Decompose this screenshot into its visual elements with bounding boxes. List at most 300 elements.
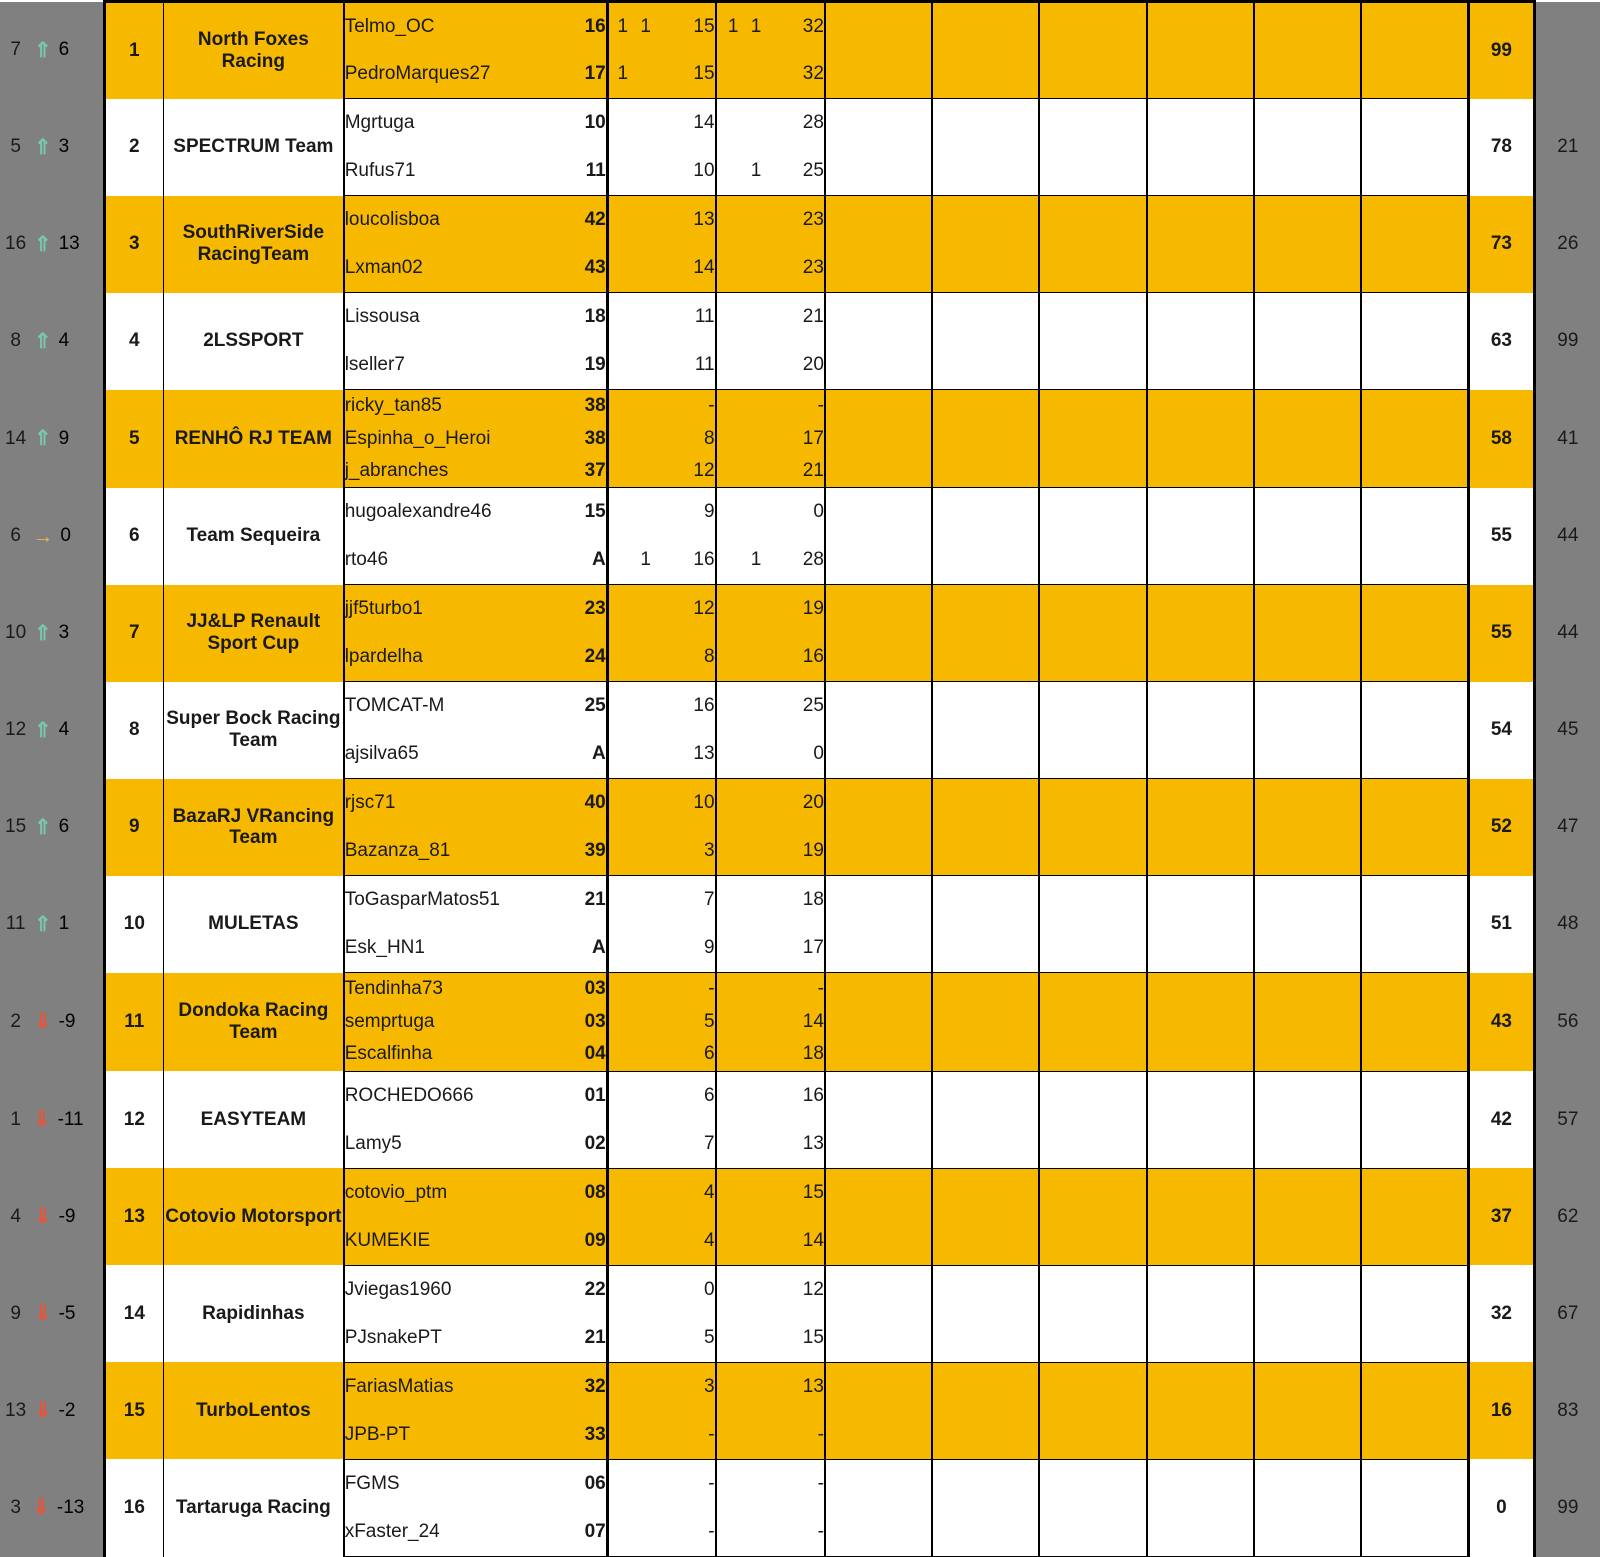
table-row — [0, 99, 1600, 148]
arrow-down-icon: ⇓ -9 — [31, 1168, 85, 1265]
driver-name: Tendinha73 — [344, 973, 552, 1006]
race2-points: 18 — [761, 1038, 825, 1071]
previous-position: 14 — [0, 390, 31, 488]
driver-name: Telmo_OC — [344, 2, 552, 51]
team-total-points: 51 — [1469, 876, 1535, 973]
team-position: 10 — [104, 876, 163, 973]
race1-bonus-b — [628, 1362, 651, 1411]
race2-points: 17 — [761, 422, 825, 455]
driver-number: 18 — [552, 293, 607, 342]
race2-bonus-a — [716, 147, 739, 196]
race2-bonus-a — [716, 827, 739, 876]
team-name: TurboLentos — [164, 1362, 344, 1459]
empty-race-cell — [1361, 1168, 1468, 1217]
race1-bonus-a — [607, 1265, 628, 1314]
race1-bonus-b — [628, 827, 651, 876]
race2-points: 13 — [761, 1362, 825, 1411]
team-name: SPECTRUM Team — [164, 99, 344, 196]
empty-race-cell — [1254, 1362, 1361, 1411]
empty-race-cell — [1039, 1265, 1146, 1314]
race2-points: 23 — [761, 244, 825, 293]
race1-points: 15 — [651, 50, 716, 99]
team-total-points: 0 — [1469, 1459, 1535, 1556]
empty-race-cell — [1147, 1411, 1254, 1460]
race1-bonus-a: 1 — [607, 2, 628, 51]
race1-points: - — [651, 1411, 716, 1460]
race2-points: 18 — [761, 876, 825, 925]
empty-race-cell — [1039, 341, 1146, 390]
race1-points: 13 — [651, 730, 716, 779]
driver-number: 16 — [552, 2, 607, 51]
team-position: 3 — [104, 196, 163, 293]
race2-bonus-b — [738, 730, 761, 779]
race2-bonus-b — [738, 455, 761, 488]
previous-position: 10 — [0, 585, 31, 682]
driver-number: 24 — [552, 633, 607, 682]
race1-bonus-b — [628, 1071, 651, 1120]
empty-race-cell — [1361, 50, 1468, 99]
driver-number: 32 — [552, 1362, 607, 1411]
team-position: 13 — [104, 1168, 163, 1265]
race1-bonus-b — [628, 1411, 651, 1460]
empty-race-cell — [1147, 99, 1254, 148]
gap-to-leader: 67 — [1534, 1265, 1600, 1362]
race2-points: 25 — [761, 147, 825, 196]
race1-bonus-a — [607, 1168, 628, 1217]
driver-name: ricky_tan85 — [344, 390, 552, 423]
position-delta: 3 — [58, 622, 70, 644]
position-delta: 9 — [58, 427, 70, 449]
race1-bonus-a — [607, 585, 628, 634]
race2-points: 12 — [761, 1265, 825, 1314]
empty-race-cell — [825, 1508, 932, 1557]
race2-bonus-a — [716, 730, 739, 779]
race1-points: 0 — [651, 1265, 716, 1314]
race2-bonus-b — [738, 1038, 761, 1071]
empty-race-cell — [1147, 1265, 1254, 1314]
previous-position: 16 — [0, 196, 31, 293]
empty-race-cell — [932, 455, 1039, 488]
empty-race-cell — [1254, 730, 1361, 779]
race1-points: - — [651, 1508, 716, 1557]
empty-race-cell — [1254, 422, 1361, 455]
position-delta: -13 — [56, 1496, 85, 1518]
driver-number: 09 — [552, 1217, 607, 1266]
table-row — [0, 1459, 1600, 1508]
race1-points: 4 — [651, 1168, 716, 1217]
position-delta: 13 — [58, 233, 80, 255]
driver-number: 04 — [552, 1038, 607, 1071]
race2-points: 0 — [761, 488, 825, 537]
empty-race-cell — [1039, 779, 1146, 828]
driver-number: 25 — [552, 682, 607, 731]
race2-bonus-b — [738, 50, 761, 99]
empty-race-cell — [1147, 633, 1254, 682]
previous-position: 2 — [0, 973, 31, 1071]
empty-race-cell — [1254, 876, 1361, 925]
race1-points: 7 — [651, 876, 716, 925]
race1-bonus-a — [607, 1006, 628, 1039]
race1-bonus-b: 1 — [628, 536, 651, 585]
race1-bonus-b — [628, 876, 651, 925]
driver-number: 01 — [552, 1071, 607, 1120]
team-position: 11 — [104, 973, 163, 1071]
empty-race-cell — [1147, 1314, 1254, 1363]
driver-number: 33 — [552, 1411, 607, 1460]
table-row — [0, 196, 1600, 245]
race2-points: 23 — [761, 196, 825, 245]
arrow-up-icon: ⇑ 1 — [31, 876, 85, 973]
race1-bonus-b — [628, 422, 651, 455]
empty-race-cell — [1361, 196, 1468, 245]
rail-spacer — [85, 585, 104, 682]
race1-points: - — [651, 390, 716, 423]
driver-name: KUMEKIE — [344, 1217, 552, 1266]
gap-to-leader: 44 — [1534, 585, 1600, 682]
team-name: Super Bock Racing Team — [164, 682, 344, 779]
empty-race-cell — [1147, 876, 1254, 925]
arrow-up-icon: ⇑ 4 — [31, 293, 85, 390]
race2-bonus-b — [738, 1411, 761, 1460]
team-total-points: 99 — [1469, 2, 1535, 99]
race2-bonus-a — [716, 1362, 739, 1411]
empty-race-cell — [825, 390, 932, 423]
empty-race-cell — [932, 1459, 1039, 1508]
empty-race-cell — [1147, 827, 1254, 876]
team-total-points: 63 — [1469, 293, 1535, 390]
empty-race-cell — [1361, 2, 1468, 51]
arrow-up-icon: ⇑ 6 — [31, 779, 85, 876]
team-total-points: 37 — [1469, 1168, 1535, 1265]
race2-bonus-b: 1 — [738, 2, 761, 51]
team-position: 6 — [104, 488, 163, 585]
empty-race-cell — [1147, 1459, 1254, 1508]
race2-bonus-a — [716, 196, 739, 245]
driver-name: jjf5turbo1 — [344, 585, 552, 634]
empty-race-cell — [1147, 1508, 1254, 1557]
race2-bonus-b — [738, 876, 761, 925]
race2-points: 13 — [761, 1120, 825, 1169]
arrow-flat-icon: → 0 — [31, 488, 85, 585]
race2-bonus-b — [738, 1120, 761, 1169]
empty-race-cell — [1039, 488, 1146, 537]
race2-bonus-b — [738, 682, 761, 731]
empty-race-cell — [1147, 1120, 1254, 1169]
team-name: Team Sequeira — [164, 488, 344, 585]
race1-bonus-b — [628, 1168, 651, 1217]
rail-spacer — [85, 196, 104, 293]
empty-race-cell — [1254, 196, 1361, 245]
empty-race-cell — [1039, 876, 1146, 925]
team-position: 2 — [104, 99, 163, 196]
race1-bonus-a — [607, 99, 628, 148]
previous-position: 8 — [0, 293, 31, 390]
table-row — [0, 973, 1600, 1006]
team-name: RENHÔ RJ TEAM — [164, 390, 344, 488]
empty-race-cell — [1039, 293, 1146, 342]
race1-points: 4 — [651, 1217, 716, 1266]
race2-bonus-a — [716, 341, 739, 390]
race2-points: 21 — [761, 293, 825, 342]
race2-bonus-a — [716, 1459, 739, 1508]
race1-points: 10 — [651, 147, 716, 196]
race1-bonus-a — [607, 827, 628, 876]
table-row — [0, 1168, 1600, 1217]
empty-race-cell — [1147, 924, 1254, 973]
empty-race-cell — [932, 1362, 1039, 1411]
race2-points: 0 — [761, 730, 825, 779]
race1-bonus-b — [628, 1265, 651, 1314]
race1-points: 9 — [651, 488, 716, 537]
empty-race-cell — [825, 1168, 932, 1217]
previous-position: 3 — [0, 1459, 31, 1556]
race2-points: 32 — [761, 2, 825, 51]
empty-race-cell — [1254, 293, 1361, 342]
empty-race-cell — [1361, 488, 1468, 537]
driver-number: 21 — [552, 876, 607, 925]
race1-bonus-a — [607, 924, 628, 973]
race2-bonus-b — [738, 585, 761, 634]
race2-bonus-b — [738, 1314, 761, 1363]
race2-bonus-b — [738, 827, 761, 876]
empty-race-cell — [1361, 1038, 1468, 1071]
race1-bonus-b — [628, 730, 651, 779]
empty-race-cell — [825, 1411, 932, 1460]
race2-points: - — [761, 390, 825, 423]
race1-bonus-b — [628, 390, 651, 423]
race1-bonus-a — [607, 244, 628, 293]
driver-name: Mgrtuga — [344, 99, 552, 148]
empty-race-cell — [1039, 1071, 1146, 1120]
empty-race-cell — [932, 827, 1039, 876]
driver-name: PedroMarques27 — [344, 50, 552, 99]
empty-race-cell — [1254, 1314, 1361, 1363]
empty-race-cell — [1254, 99, 1361, 148]
race1-bonus-a — [607, 1217, 628, 1266]
arrow-down-icon: ⇓ -9 — [31, 973, 85, 1071]
empty-race-cell — [1254, 488, 1361, 537]
empty-race-cell — [825, 779, 932, 828]
empty-race-cell — [1039, 1168, 1146, 1217]
table-row — [0, 1071, 1600, 1120]
race2-points: 20 — [761, 341, 825, 390]
race1-bonus-b — [628, 99, 651, 148]
race1-bonus-b — [628, 633, 651, 682]
empty-race-cell — [1361, 827, 1468, 876]
empty-race-cell — [825, 1362, 932, 1411]
empty-race-cell — [932, 633, 1039, 682]
previous-position: 6 — [0, 488, 31, 585]
driver-number: 21 — [552, 1314, 607, 1363]
empty-race-cell — [1361, 390, 1468, 423]
empty-race-cell — [825, 1006, 932, 1039]
empty-race-cell — [825, 293, 932, 342]
position-delta: -2 — [58, 1399, 76, 1421]
empty-race-cell — [825, 730, 932, 779]
empty-race-cell — [1254, 390, 1361, 423]
driver-number: A — [552, 536, 607, 585]
gap-to-leader: 26 — [1534, 196, 1600, 293]
empty-race-cell — [1361, 455, 1468, 488]
empty-race-cell — [1254, 585, 1361, 634]
empty-race-cell — [1254, 50, 1361, 99]
race1-bonus-b — [628, 1038, 651, 1071]
empty-race-cell — [1361, 1006, 1468, 1039]
race2-bonus-a: 1 — [716, 2, 739, 51]
table-row — [0, 1362, 1600, 1411]
driver-number: 19 — [552, 341, 607, 390]
race1-bonus-a — [607, 1314, 628, 1363]
table-row — [0, 585, 1600, 634]
empty-race-cell — [825, 536, 932, 585]
race1-bonus-a — [607, 1038, 628, 1071]
driver-name: lseller7 — [344, 341, 552, 390]
race1-bonus-b — [628, 682, 651, 731]
empty-race-cell — [1039, 422, 1146, 455]
empty-race-cell — [1254, 147, 1361, 196]
position-delta: 0 — [60, 525, 71, 547]
driver-number: 37 — [552, 455, 607, 488]
empty-race-cell — [1147, 1071, 1254, 1120]
race1-bonus-a — [607, 682, 628, 731]
race1-bonus-a — [607, 147, 628, 196]
empty-race-cell — [932, 1006, 1039, 1039]
gap-to-leader: 57 — [1534, 1071, 1600, 1168]
empty-race-cell — [1361, 1120, 1468, 1169]
driver-number: 42 — [552, 196, 607, 245]
driver-name: FGMS — [344, 1459, 552, 1508]
race2-points: 16 — [761, 633, 825, 682]
race2-bonus-a — [716, 1071, 739, 1120]
empty-race-cell — [1039, 1120, 1146, 1169]
position-delta: -9 — [58, 1205, 76, 1227]
driver-number: 23 — [552, 585, 607, 634]
empty-race-cell — [1361, 924, 1468, 973]
team-total-points: 58 — [1469, 390, 1535, 488]
empty-race-cell — [1254, 244, 1361, 293]
race1-points: 16 — [651, 682, 716, 731]
driver-name: cotovio_ptm — [344, 1168, 552, 1217]
team-position: 12 — [104, 1071, 163, 1168]
race1-bonus-a — [607, 536, 628, 585]
position-delta: 4 — [58, 330, 70, 352]
team-total-points: 42 — [1469, 1071, 1535, 1168]
team-total-points: 73 — [1469, 196, 1535, 293]
empty-race-cell — [1147, 1362, 1254, 1411]
race2-bonus-a — [716, 455, 739, 488]
race1-points: 7 — [651, 1120, 716, 1169]
race1-points: 15 — [651, 2, 716, 51]
arrow-down-icon: ⇓ -2 — [31, 1362, 85, 1459]
empty-race-cell — [932, 924, 1039, 973]
empty-race-cell — [1361, 536, 1468, 585]
race1-points: 11 — [651, 341, 716, 390]
driver-number: 11 — [552, 147, 607, 196]
race1-bonus-b — [628, 147, 651, 196]
empty-race-cell — [1254, 682, 1361, 731]
race1-bonus-b — [628, 488, 651, 537]
empty-race-cell — [825, 1265, 932, 1314]
team-name: JJ&LP Renault Sport Cup — [164, 585, 344, 682]
empty-race-cell — [932, 147, 1039, 196]
race1-points: 3 — [651, 827, 716, 876]
race1-points: 6 — [651, 1071, 716, 1120]
position-delta: 6 — [58, 39, 70, 61]
empty-race-cell — [1039, 1038, 1146, 1071]
race2-bonus-a — [716, 293, 739, 342]
empty-race-cell — [1254, 973, 1361, 1006]
empty-race-cell — [932, 730, 1039, 779]
race1-bonus-a — [607, 196, 628, 245]
race2-points: 32 — [761, 50, 825, 99]
empty-race-cell — [1361, 779, 1468, 828]
empty-race-cell — [825, 2, 932, 51]
driver-name: PJsnakePT — [344, 1314, 552, 1363]
driver-name: Lamy5 — [344, 1120, 552, 1169]
race2-bonus-a — [716, 488, 739, 537]
empty-race-cell — [932, 293, 1039, 342]
empty-race-cell — [1147, 50, 1254, 99]
race2-bonus-a — [716, 682, 739, 731]
driver-name: Esk_HN1 — [344, 924, 552, 973]
empty-race-cell — [825, 1071, 932, 1120]
empty-race-cell — [825, 1314, 932, 1363]
race2-points: 15 — [761, 1168, 825, 1217]
race2-bonus-b — [738, 633, 761, 682]
driver-number: 02 — [552, 1120, 607, 1169]
empty-race-cell — [1147, 973, 1254, 1006]
race1-bonus-a — [607, 779, 628, 828]
empty-race-cell — [1147, 488, 1254, 537]
empty-race-cell — [1147, 1217, 1254, 1266]
empty-race-cell — [1361, 1217, 1468, 1266]
race2-bonus-b — [738, 390, 761, 423]
empty-race-cell — [1254, 1071, 1361, 1120]
driver-number: 06 — [552, 1459, 607, 1508]
table-row — [0, 293, 1600, 342]
race2-bonus-a — [716, 422, 739, 455]
race2-bonus-a — [716, 1217, 739, 1266]
team-total-points: 78 — [1469, 99, 1535, 196]
team-position: 9 — [104, 779, 163, 876]
race2-bonus-a — [716, 390, 739, 423]
team-name: Tartaruga Racing — [164, 1459, 344, 1556]
position-delta: 6 — [58, 816, 70, 838]
race1-points: 8 — [651, 422, 716, 455]
empty-race-cell — [825, 924, 932, 973]
race2-bonus-a — [716, 876, 739, 925]
race2-bonus-a — [716, 1120, 739, 1169]
position-delta: -9 — [58, 1010, 76, 1032]
race2-points: 25 — [761, 682, 825, 731]
empty-race-cell — [932, 1168, 1039, 1217]
race1-bonus-b — [628, 455, 651, 488]
race1-bonus-a — [607, 1459, 628, 1508]
race1-bonus-a — [607, 876, 628, 925]
driver-name: ROCHEDO666 — [344, 1071, 552, 1120]
race1-points: 3 — [651, 1362, 716, 1411]
empty-race-cell — [1147, 293, 1254, 342]
driver-number: 22 — [552, 1265, 607, 1314]
empty-race-cell — [825, 633, 932, 682]
rail-spacer — [85, 488, 104, 585]
table-row — [0, 2, 1600, 51]
race1-bonus-a — [607, 488, 628, 537]
driver-number: 17 — [552, 50, 607, 99]
team-name: EASYTEAM — [164, 1071, 344, 1168]
driver-name: ajsilva65 — [344, 730, 552, 779]
rail-spacer — [85, 1071, 104, 1168]
